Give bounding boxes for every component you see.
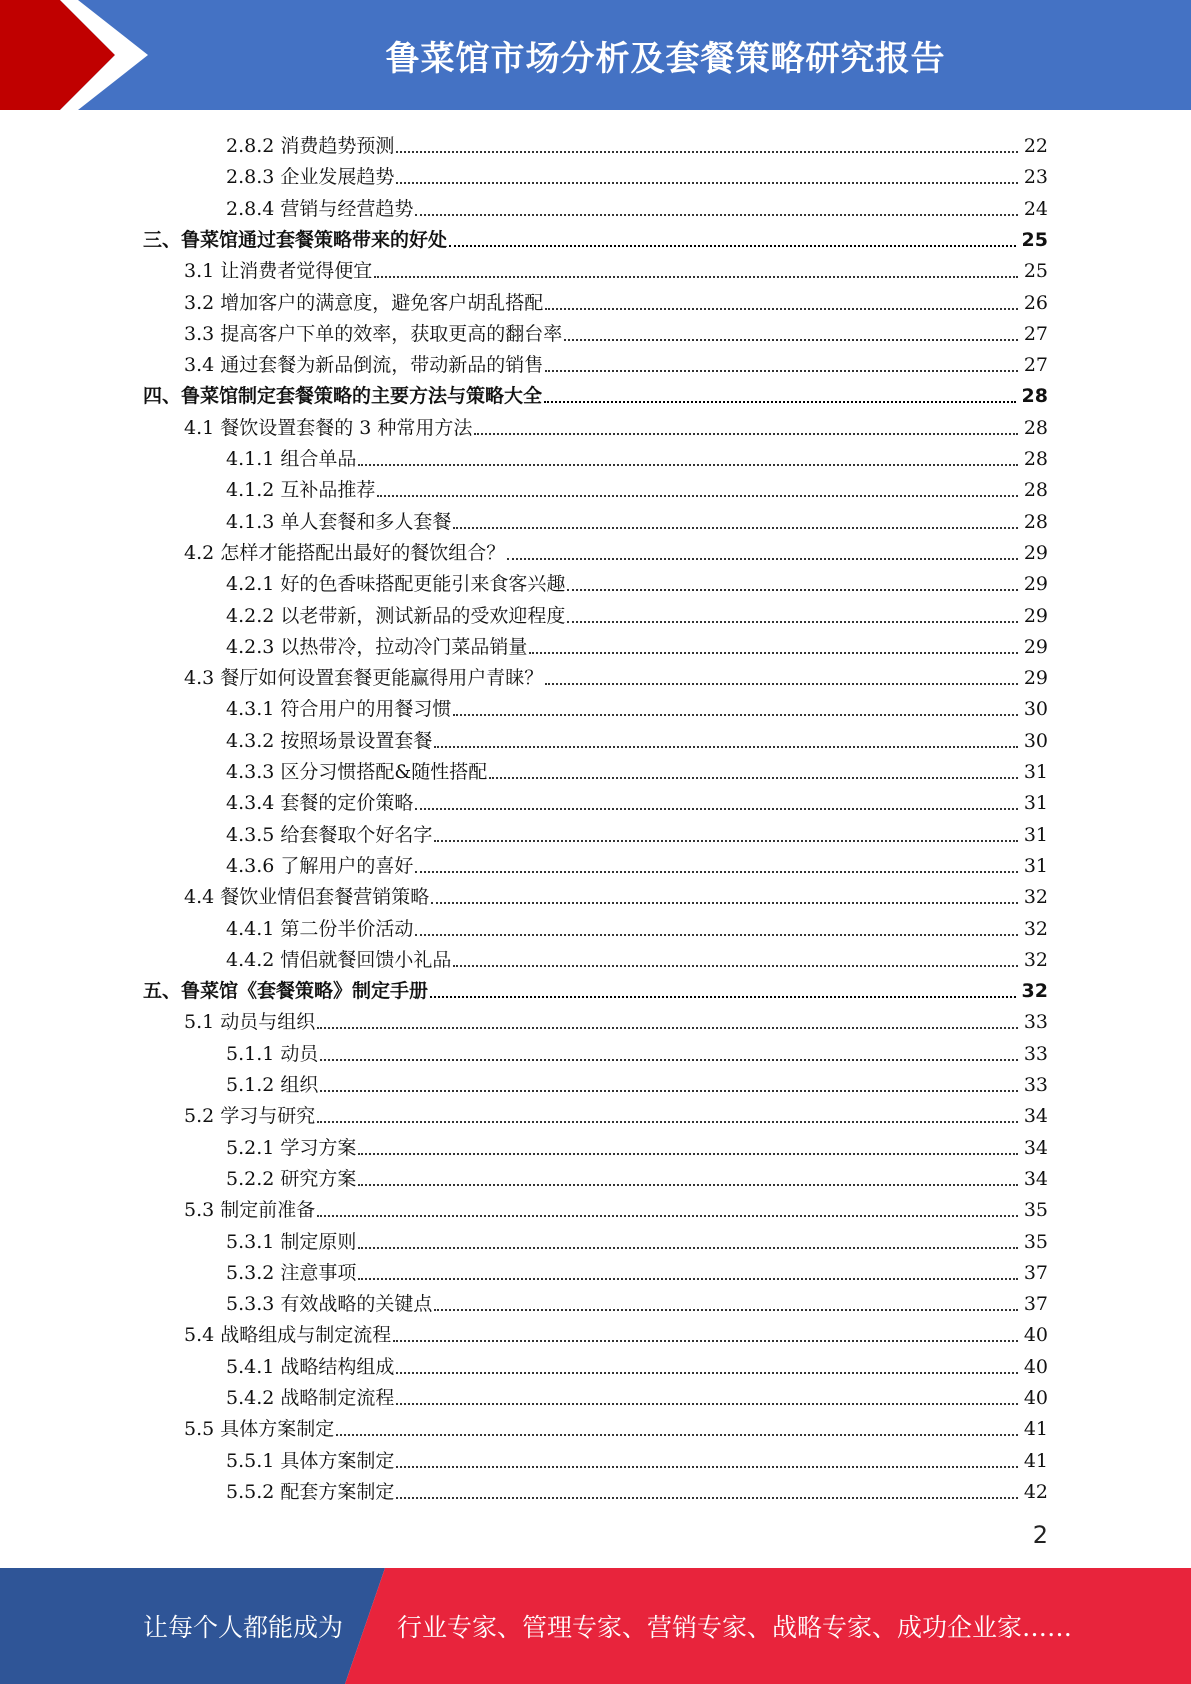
toc-entry-page: 28 [1023,479,1048,502]
toc-dot-leader [529,652,1017,654]
toc-dot-leader [358,1153,1017,1155]
toc-entry[interactable] [226,1254,1048,1285]
toc-entry-label: 3.3 提高客户下单的效率，获取更高的翻台率 [184,322,563,345]
toc-entry-page: 31 [1023,823,1048,846]
toc-dot-leader [545,370,1018,372]
toc-dot-leader [564,339,1018,341]
toc-entry-page: 33 [1023,1011,1048,1034]
toc-entry-label: 5.5.2 配套方案制定 [226,1480,395,1503]
toc-dot-leader [317,1027,1018,1029]
toc-entry-label: 5.1.1 动员 [226,1042,319,1065]
toc-entry-label: 5.2.2 研究方案 [226,1167,357,1190]
toc-entry-page: 35 [1023,1199,1048,1222]
toc-entry[interactable] [143,377,1048,408]
toc-entry-page: 29 [1023,667,1048,690]
toc-entry[interactable] [226,690,1048,721]
toc-entry[interactable] [226,1066,1048,1097]
toc-entry[interactable] [226,1035,1048,1066]
toc-entry[interactable] [226,127,1048,158]
toc-entry-page: 28 [1021,385,1048,408]
toc-dot-leader [430,996,1016,998]
toc-dot-leader [396,1497,1017,1499]
toc-entry[interactable] [226,471,1048,502]
toc-entry-label: 4.3.2 按照场景设置套餐 [226,729,433,752]
toc-entry[interactable] [226,1129,1048,1160]
toc-dot-leader [358,464,1017,466]
toc-entry-label: 3.1 让消费者觉得便宜 [184,260,373,283]
toc-entry[interactable] [226,941,1048,972]
report-title: 鲁菜馆市场分析及套餐策略研究报告 [385,38,946,79]
toc-entry-label: 4.1.1 组合单品 [226,448,357,470]
toc-entry-label: 四、鲁菜馆制定套餐策略的主要方法与策略大全 [143,385,543,408]
toc-entry[interactable] [184,252,1048,283]
toc-entry-label: 4.3.5 给套餐取个好名字 [226,823,433,846]
toc-entry-label: 4.2.1 好的色香味搭配更能引来食客兴趣 [226,573,566,596]
toc-entry-page: 29 [1023,573,1048,596]
toc-entry-page: 23 [1023,166,1048,189]
toc-dot-leader [396,1372,1017,1374]
toc-entry[interactable] [226,158,1048,189]
toc-entry[interactable] [226,1473,1048,1504]
toc-entry-page: 40 [1023,1387,1048,1409]
toc-dot-leader [396,1466,1017,1468]
toc-dot-leader [453,714,1017,716]
toc-entry[interactable] [184,1003,1048,1034]
toc-entry-page: 29 [1023,541,1048,564]
toc-dot-leader [320,1059,1017,1061]
toc-entry[interactable] [184,1097,1048,1128]
toc-entry-page: 32 [1023,886,1048,909]
toc-entry[interactable] [226,1348,1048,1379]
toc-entry-page: 27 [1023,354,1048,377]
toc-dot-leader [377,495,1017,497]
toc-entry-label: 4.1.3 单人套餐和多人套餐 [226,510,452,533]
toc-entry-page: 34 [1023,1167,1048,1190]
toc-entry-page: 25 [1023,260,1048,283]
toc-entry[interactable] [226,565,1048,596]
page-number: 2 [1032,1521,1048,1549]
toc-entry[interactable] [226,784,1048,815]
toc-entry-label: 5.4 战略组成与制定流程 [184,1324,392,1347]
footer-slogan-left: 让每个人都能成为 [143,1613,344,1642]
toc-entry-label: 5.2 学习与研究 [184,1105,316,1128]
toc-entry[interactable] [226,440,1048,471]
toc-dot-leader [396,1403,1017,1405]
toc-dot-leader [544,401,1016,403]
toc-entry-page: 40 [1023,1355,1048,1378]
toc-entry-page: 41 [1023,1449,1048,1472]
toc-dot-leader [415,214,1017,216]
toc-dot-leader [374,276,1018,278]
toc-dot-leader [434,746,1017,748]
toc-entry-label: 4.4.2 情侣就餐回馈小礼品 [226,948,452,971]
toc-entry[interactable] [226,722,1048,753]
toc-entry-label: 5.3.3 有效战略的关键点 [226,1293,433,1316]
toc-entry-label: 4.4 餐饮业情侣套餐营销策略 [184,886,430,909]
page-header [0,0,1191,110]
toc-entry-page: 42 [1023,1480,1048,1503]
toc-entry[interactable] [184,346,1048,377]
toc-entry-page: 32 [1023,917,1048,940]
toc-entry-label: 4.3.6 了解用户的喜好 [226,854,414,877]
toc-entry-label: 4.2.2 以老带新，测试新品的受欢迎程度 [226,604,566,627]
toc-entry[interactable] [184,1316,1048,1347]
toc-entry-label: 5.4.1 战略结构组成 [226,1355,395,1378]
toc-dot-leader [489,777,1018,779]
toc-entry[interactable] [226,190,1048,221]
toc-entry[interactable] [184,534,1048,565]
toc-entry-page: 29 [1023,604,1048,627]
toc-entry[interactable] [184,409,1048,440]
toc-entry[interactable] [184,284,1048,315]
toc-entry-page: 31 [1023,854,1048,877]
toc-dot-leader [453,527,1017,529]
toc-entry-label: 4.2 怎样才能搭配出最好的餐饮组合？ [184,541,506,564]
toc-entry[interactable] [226,847,1048,878]
footer-slogan-right: 行业专家、管理专家、营销专家、战略专家、成功企业家…… [397,1613,1073,1642]
toc-entry-page: 28 [1023,448,1048,470]
toc-dot-leader [415,934,1017,936]
toc-entry-page: 31 [1023,792,1048,815]
toc-entry-label: 2.8.2 消费趋势预测 [226,135,395,157]
toc-entry-page: 34 [1023,1105,1048,1128]
toc-entry[interactable] [226,1160,1048,1191]
toc-entry-label: 三、鲁菜馆通过套餐策略带来的好处 [143,228,448,251]
toc-entry-label: 5.5 具体方案制定 [184,1418,335,1441]
toc-entry[interactable] [143,221,1048,252]
toc-entry[interactable] [226,1379,1048,1410]
toc-entry-page: 32 [1021,980,1048,1003]
toc-entry[interactable] [226,503,1048,534]
toc-entry-label: 5.2.1 学习方案 [226,1136,357,1159]
toc-entry[interactable] [184,1191,1048,1222]
toc-dot-leader [453,965,1017,967]
toc-entry-label: 5.4.2 战略制定流程 [226,1387,395,1409]
toc-entry-label: 2.8.3 企业发展趋势 [226,166,395,189]
toc-entry-page: 27 [1023,322,1048,345]
toc-dot-leader [396,182,1017,184]
toc-entry-page: 40 [1023,1324,1048,1347]
toc-entry[interactable] [226,1223,1048,1254]
toc-entry[interactable] [226,753,1048,784]
toc-entry[interactable] [226,1442,1048,1473]
toc-dot-leader [434,1309,1017,1311]
toc-entry[interactable] [184,878,1048,909]
toc-dot-leader [431,902,1018,904]
toc-entry-page: 37 [1023,1261,1048,1284]
toc-entry-label: 5.1.2 组织 [226,1074,319,1096]
toc-entry-label: 4.4.1 第二份半价活动 [226,917,414,940]
toc-dot-leader [358,1278,1017,1280]
toc-entry-label: 5.3.1 制定原则 [226,1230,357,1253]
toc-entry-label: 3.4 通过套餐为新品倒流，带动新品的销售 [184,354,544,377]
toc-entry-label: 4.3.4 套餐的定价策略 [226,792,414,815]
toc-entry[interactable] [184,1410,1048,1441]
toc-dot-leader [393,1340,1018,1342]
toc-entry-label: 4.1 餐饮设置套餐的 3 种常用方法 [184,416,473,439]
toc-dot-leader [358,1184,1017,1186]
toc-entry-label: 五、鲁菜馆《套餐策略》制定手册 [143,980,429,1003]
toc-dot-leader [320,1090,1017,1092]
toc-entry-page: 22 [1023,135,1048,157]
toc-entry-page: 28 [1023,416,1048,439]
toc-entry-page: 37 [1023,1293,1048,1316]
toc-entry-page: 41 [1023,1418,1048,1441]
toc-dot-leader [415,808,1017,810]
toc-entry-page: 29 [1023,635,1048,658]
toc-entry[interactable] [226,628,1048,659]
toc-entry[interactable] [143,972,1048,1003]
toc-dot-leader [545,683,1018,685]
toc-entry-label: 4.1.2 互补品推荐 [226,479,376,502]
toc-dot-leader [567,621,1017,623]
toc-entry-page: 25 [1021,228,1048,251]
toc-dot-leader [415,871,1017,873]
toc-entry[interactable] [226,910,1048,941]
toc-dot-leader [358,1247,1017,1249]
toc-entry-page: 30 [1023,729,1048,752]
toc-dot-leader [545,308,1018,310]
toc-dot-leader [567,589,1017,591]
toc-dot-leader [449,245,1016,247]
toc-entry[interactable] [226,816,1048,847]
toc-entry-label: 2.8.4 营销与经营趋势 [226,197,414,220]
toc-dot-leader [507,558,1018,560]
toc-entry-page: 31 [1023,761,1048,783]
toc-entry-page: 28 [1023,510,1048,533]
toc-entry[interactable] [226,597,1048,628]
toc-dot-leader [396,151,1017,153]
toc-entry[interactable] [226,1285,1048,1316]
toc-entry-page: 30 [1023,698,1048,721]
toc-entry-label: 4.2.3 以热带冷，拉动冷门菜品销量 [226,635,528,658]
page-footer [0,1568,1191,1684]
toc-entry-page: 26 [1023,291,1048,314]
toc-entry-label: 4.3.1 符合用户的用餐习惯 [226,698,452,721]
toc-dot-leader [434,840,1017,842]
toc-dot-leader [336,1434,1018,1436]
toc-dot-leader [474,433,1017,435]
toc-entry-page: 35 [1023,1230,1048,1253]
toc-entry-page: 34 [1023,1136,1048,1159]
toc-entry-label: 4.3.3 区分习惯搭配&随性搭配 [226,761,488,783]
toc-entry[interactable] [184,659,1048,690]
toc-entry-label: 4.3 餐厅如何设置套餐更能赢得用户青睐？ [184,667,544,690]
toc-dot-leader [317,1215,1018,1217]
toc-dot-leader [317,1121,1018,1123]
toc-entry-page: 24 [1023,197,1048,220]
toc-entry-label: 5.5.1 具体方案制定 [226,1449,395,1472]
toc-entry-label: 5.3.2 注意事项 [226,1261,357,1284]
toc-entry-page: 32 [1023,948,1048,971]
toc-entry-page: 33 [1023,1042,1048,1065]
toc-entry[interactable] [184,315,1048,346]
toc-entry-label: 5.3 制定前准备 [184,1199,316,1222]
toc-entry-label: 3.2 增加客户的满意度，避免客户胡乱搭配 [184,291,544,314]
toc-entry-label: 5.1 动员与组织 [184,1011,316,1034]
toc-entry-page: 33 [1023,1074,1048,1096]
